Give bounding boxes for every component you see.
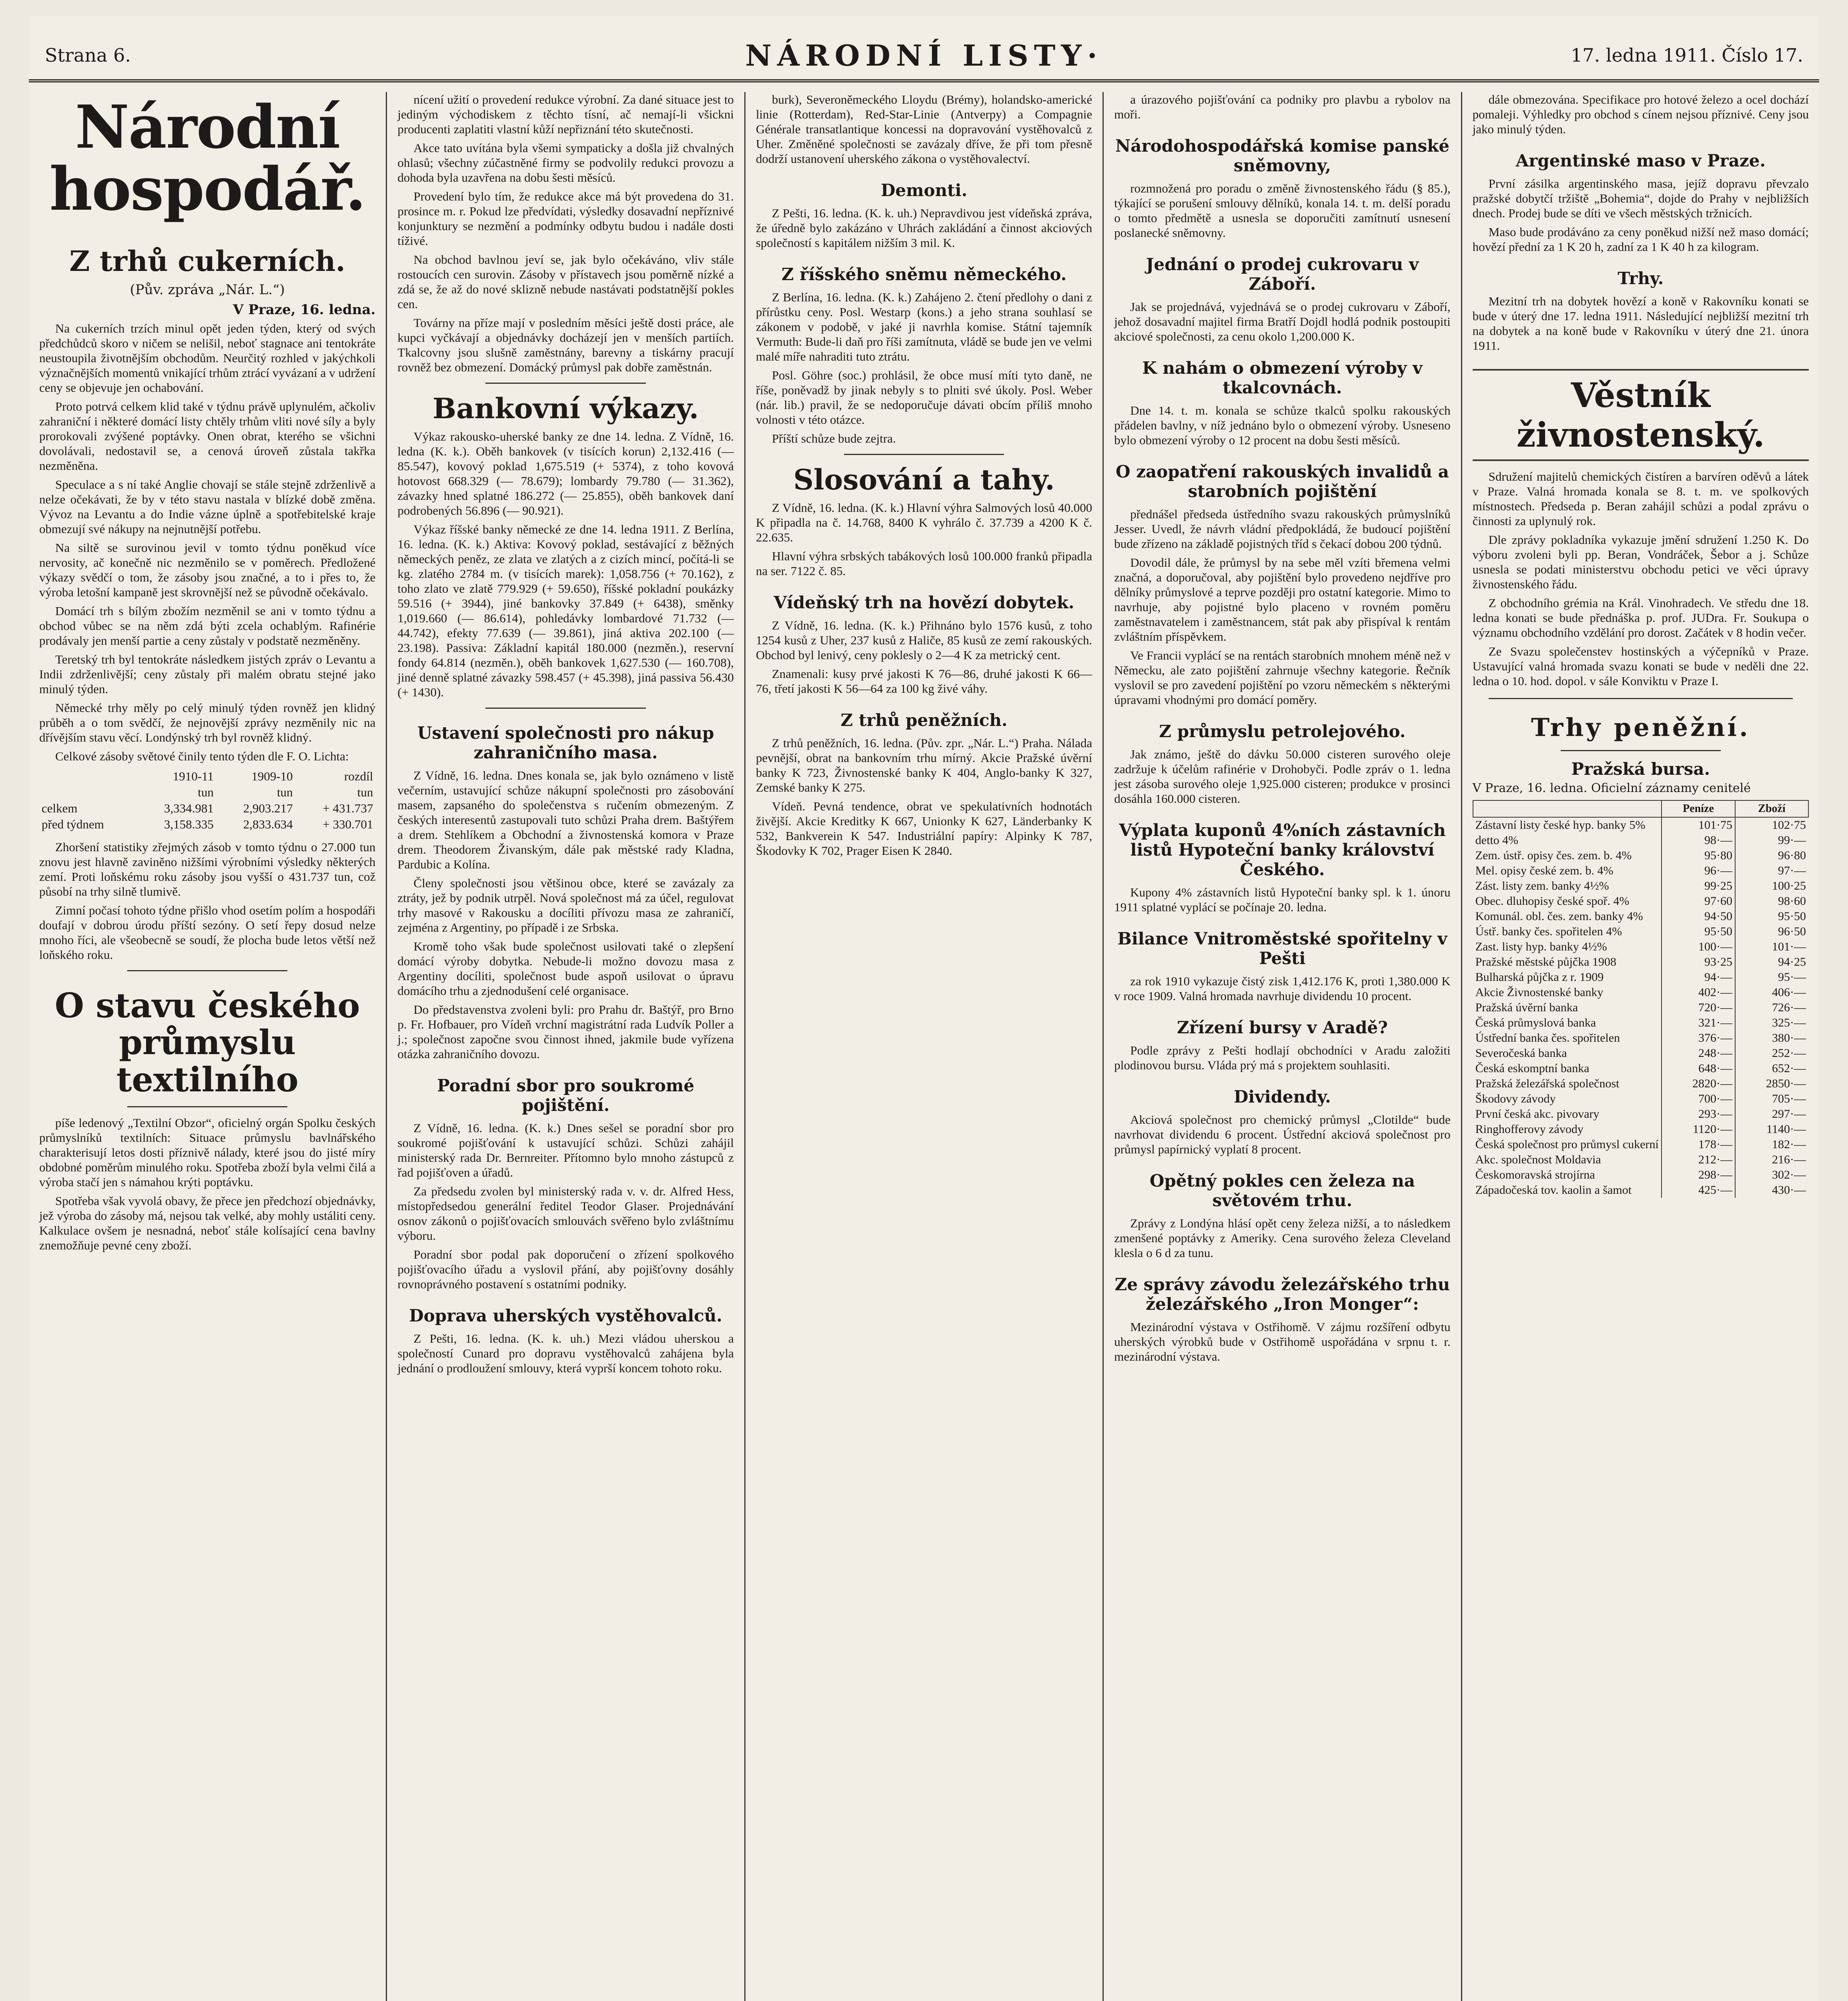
paragraph: Hlavní výhra srbských tabákových losů 100.000 franků připadla na ser. 7122 č. 85.: [756, 549, 1092, 578]
paragraph: Z obchodního grémia na Král. Vinohradech. Ve středu dne 18. ledna konati se bude přednáška p. prof. JUDra. Fr. Soukupa o významu obchodního vzdělání pro dorost. Začátek v 8 hodin večer.: [1472, 596, 1809, 640]
table-cell: 96·80: [1735, 848, 1808, 863]
paragraph: Z Pešti, 16. ledna. (K. k. uh.) Mezi vládou uherskou a společností Cunard pro dopravu vystěhovalců zahájena byla jednání o prodloužení smlouvy, která vyprší koncem tohoto roku.: [397, 1331, 734, 1375]
article-dateline: V Praze, 16. ledna.: [233, 301, 376, 318]
table-cell: Ústřední banka čes. spořitelen: [1475, 1031, 1620, 1045]
paragraph: Z Pešti, 16. ledna. (K. k. uh.) Nepravdivou jest vídeňská zpráva, že úředně bylo zakázáno v Uhrách zakládání a činnost akciových společností s kapitálem nižším 3 mil. K.: [756, 206, 1092, 250]
paragraph: Do představenstva zvoleni byli: pro Prahu dr. Baštýř, pro Brno p. Fr. Hofbauer, pro Vídeň vrchní magistrátní rada Ludvík Poller a j.; společnost započne svou činnost ihned, jakmile bude vyřízena otázka zahraničního dovozu.: [397, 1003, 734, 1061]
table-cell: 406·—: [1735, 985, 1808, 1000]
article-title: Bilance Vnitroměstské spořitelny v Pešti: [1117, 929, 1447, 968]
paragraph: Na obchod bavlnou jeví se, jak bylo očekáváno, vliv stále rostoucích cen surovin. Zásoby v přístavech jsou poměrně nízké a zdá se, že až do nové sklizně nebude nastávati podstatnější pokles cen.: [397, 253, 734, 311]
table-cell: 430·—: [1735, 1183, 1808, 1198]
paragraph: Kromě toho však bude společnost usilovati také o zlepšení domácí výroby dobytka. Nebude-li možno dovozu masa z Argentiny docíliti, společnost bude aspoň usilovat o úpravu domácího trhu a zjednodušení celé organisace.: [397, 939, 734, 998]
table-cell: Česká eskomptní banka: [1475, 1062, 1589, 1075]
table-row: [1473, 1107, 1808, 1122]
article-title: Opětný pokles cen železa na světovém trhu.: [1149, 1171, 1415, 1210]
table-unit: tun: [357, 785, 373, 799]
table-cell: 95·50: [1735, 909, 1808, 924]
paragraph: Speculace a s ní také Anglie chovají se stále stejně zdrženlivě a nelze očekávati, že by v této stavu nastala v blízké době změna. Vývoz na Levantu a do Indie vázne úplně a spotřebitelské kraje obmezují své nákupy na nejnutnější potřebu.: [39, 477, 376, 536]
column-4: [1102, 92, 1461, 2001]
divider: [127, 970, 287, 971]
table-cell: 95·80: [1662, 848, 1735, 863]
column-3: [744, 92, 1102, 2001]
exchange-title: Pražská bursa.: [1571, 759, 1710, 779]
paragraph: Na siltě se surovinou jevil v tomto týdnu poněkud více nervosity, ač konečně nic nezměnilo se v poměrech. Předložené výkazy svědčí o tom, že zásoby jsou značné, a to i přes to, že výroba letošní kampaně jest skrovnější než se původně očekávalo.: [39, 540, 376, 599]
column-5: [1461, 92, 1819, 2001]
table-cell: Akcie Živnostenské banky: [1475, 986, 1603, 999]
paragraph: Zimní počasí tohoto týdne přišlo vhod osetím polím a hospodáři doufají v dobrou úrodu příští sezóny. O setí řepy dosud nelze mnoho říci, ale všeobecně se soudí, že plocha bude letos větší než loňského roku.: [39, 903, 376, 962]
table-row: [1473, 1000, 1808, 1015]
table-cell: 2,833.634: [243, 817, 293, 831]
paragraph: Z trhů peněžních, 16. ledna. (Pův. zpr. „Nár. L.“) Praha. Nálada pevnější, obrat na bankovním trhu mírný. Akcie Pražské úvěrní banky K 723, Živnostenské banky K 404, Anglo-banky K 327, Zemské banky K 275.: [756, 736, 1092, 794]
paragraph: Zprávy z Londýna hlásí opět ceny železa nižší, a to následkem zmenšené poptávky z Ameriky. Cena surového železa Cleveland klesla o 6 d za tunu.: [1114, 1216, 1451, 1260]
paragraph: přednášel předseda ústředního svazu rakouských průmyslníků Jesser. Uvedl, že návrh vládní předpokládá, že budoucí pojištění bude zřízeno na základě pojistných tříd s čekací dobou 200 týdnů.: [1114, 507, 1451, 551]
newspaper-title: NÁRODNÍ LISTY·: [745, 38, 1103, 72]
table-cell: 100·25: [1735, 878, 1808, 894]
paragraph: Výkaz rakousko-uherské banky ze dne 14. ledna. Z Vídně, 16. ledna (K. k.). Oběh bankovek (v tisících korun) 2,132.416 (— 85.547), kovový poklad 1,675.519 (+ 5374), z toho kovová hotovost 668.329 (— 78.679); lombardy 79.780 (— 31.362), závazky hned splatné 186.272 (— 25.855), oběh bankovek daní podrobených 56.896 (— 90.921).: [397, 429, 734, 517]
table-cell: 98·60: [1735, 894, 1808, 909]
table-cell: 99·—: [1735, 833, 1808, 848]
columns: [29, 92, 1819, 2001]
article-title: O stavu českého průmyslu textilního: [54, 985, 360, 1099]
paragraph: Mezinárodní výstava v Ostřihomě. V zájmu rozšíření odbytu uherských výrobků bude v Ostřihomě uspořádána v srpnu t. r. mezinárodní výstava.: [1114, 1320, 1451, 1363]
exchange-dateline: V Praze, 16. ledna. Oficielní záznamy cenitelé: [1472, 781, 1751, 795]
table-row: [1473, 878, 1808, 894]
article-title: Jednání o prodej cukrovaru v Záboří.: [1146, 255, 1419, 294]
table-header: Peníze: [1662, 800, 1735, 817]
table-cell: 402·—: [1662, 985, 1735, 1000]
paragraph: dále obmezována. Specifikace pro hotové železo a ocel dochází pomaleji. Výhledky pro obchod s cínem nejsou příznivé. Ceny jsou jako minulý týden.: [1472, 92, 1809, 136]
table-row: [1473, 985, 1808, 1000]
table-cell: Zástavní listy české hyp. banky 5%: [1475, 818, 1646, 832]
paragraph: Sdružení majitelů chemických čistíren a barvíren oděvů a látek v Praze. Valná hromada konala se 8. t. m. ve spolkových místnostech. Předseda p. Beran zahájil schůzi a podal zprávu o činnosti za uplynulý rok.: [1472, 469, 1809, 528]
table-header: Zboží: [1735, 800, 1808, 817]
paragraph: Na cukerních trzích minul opět jeden týden, který od svých předchůdců skoro v ničem se nelišil, neboť stagnace ani tentokráte neustoupila životnějším obchodům. Neurčitý rozhled v jakýchkoli význačnějších momentů vnikající trhům ztrácí vyvázaní a v udržení ceny se objevuje jen ochabování.: [39, 321, 376, 395]
table-cell: 2,903.217: [243, 801, 293, 815]
table-row: [1473, 909, 1808, 924]
table-unit: [39, 784, 137, 800]
table-cell: 101·75: [1662, 817, 1735, 833]
article-title: Z říšského sněmu německého.: [781, 265, 1067, 284]
paragraph: Německé trhy měly po celý minulý týden rovněž jen klidný průběh a o tom svědčí, že nejnovější zprávy nezměnily nic na dřívějším stavu věcí. Londýnský trh byl rovněž klidný.: [39, 700, 376, 744]
table-cell: 700·—: [1662, 1091, 1735, 1107]
table-row: [1473, 954, 1808, 970]
table-cell: 3,334.981: [164, 801, 214, 815]
paragraph: píše ledenový „Textilní Obzor“, oficielný orgán Spolku českých průmyslníků textilních: Situace průmyslu bavlnářského charakterisují letos dosti příznivě nálady, které jsou do jisté míry obdobné poměrům minulého roku. Spotřeba zboží byla velmi čilá a výroba stačí jen s námahou krýti poptávku.: [39, 1115, 376, 1189]
table-cell: 720·—: [1662, 1000, 1735, 1015]
table-cell: před týdnem: [42, 817, 104, 831]
table-row: [1473, 848, 1808, 863]
table-cell: 652·—: [1735, 1061, 1808, 1076]
article-title: Dividendy.: [1233, 1087, 1331, 1107]
article-title: Doprava uherských vystěhovalců.: [409, 1306, 722, 1325]
table-cell: První česká akc. pivovary: [1475, 1107, 1599, 1121]
table-header: 1909-10: [251, 769, 293, 783]
article-title: Národohospodářská komise panské sněmovny,: [1115, 136, 1449, 175]
paragraph: burk), Severoněmeckého Lloydu (Brémy), holandsko-americké linie (Rotterdam), Red-Star-Linie (Antverpy) a Compagnie Générale transatlantique koncessi na dopravování vystěhovalců z Uher. Změněné společnosti se zavázaly dříve, že při tom přesně dodrží ustanovení uherského zákona o vystěhovalectví.: [756, 92, 1092, 166]
table-cell: celkem: [42, 801, 78, 815]
table-row: [1473, 817, 1808, 833]
table-unit: tun: [198, 785, 214, 799]
column-2: [386, 92, 744, 2001]
table-header: [39, 768, 137, 784]
table-cell: 648·—: [1662, 1061, 1735, 1076]
table-row: [1473, 1091, 1808, 1107]
table-row: [1473, 970, 1808, 985]
table-cell: 94·—: [1662, 970, 1735, 985]
divider: [485, 383, 645, 384]
table-cell: 94·50: [1662, 909, 1735, 924]
table-cell: 425·—: [1662, 1183, 1735, 1198]
table-cell: 94·25: [1735, 954, 1808, 970]
table-row: [39, 816, 375, 832]
table-cell: 2850·—: [1735, 1076, 1808, 1091]
table-cell: 252·—: [1735, 1046, 1808, 1061]
table-cell: Akc. společnost Moldavia: [1475, 1153, 1601, 1166]
table-header: 1910-11: [172, 769, 214, 783]
paragraph: Poradní sbor podal pak doporučení o zřízení spolkového pojišťovacího úřadu a vyslovil přání, aby pojišťovny dosáhly rovnoprávného postavení s ostatními podniky.: [397, 1247, 734, 1291]
divider: [1489, 698, 1793, 699]
article-title: Demonti.: [880, 180, 968, 200]
table-cell: 298·—: [1662, 1167, 1735, 1183]
paragraph: Členy společnosti jsou většinou obce, které se zavázaly za ztráty, jež by podnik utrpěl. Nová společnost má za účel, regulovat trhy masové v Rakousku a docíliti přívozu masa ze zahraničí, zejména z Argentiny, po případě i ze Srbska.: [397, 876, 734, 934]
table-cell: 98·—: [1662, 833, 1735, 848]
paragraph: Mezitní trh na dobytek hovězí a koně v Rakovníku konati se bude v úterý dne 17. ledna 1911. Následující nejbližší mezitní trh na dobytek a na koně bude v Rakovníku v úterý dne 21. února 1911.: [1472, 294, 1809, 353]
table-cell: Ústř. banky čes. spořitelen 4%: [1475, 925, 1622, 938]
article-source: (Pův. zpráva „Nár. L.“): [130, 281, 285, 298]
table-cell: 97·60: [1662, 894, 1735, 909]
table-cell: Škodovy závody: [1475, 1092, 1556, 1105]
article-title: O zaopatření rakouských invalidů a starobních pojištění: [1115, 462, 1449, 501]
article-title: Argentinské maso v Praze.: [1515, 151, 1766, 170]
table-cell: detto 4%: [1475, 834, 1519, 847]
paragraph: Akciová společnost pro chemický průmysl „Clotilde“ bude navrhovat dividendu 6 procent. Ústřední akciová společnost pro průmysl papírnický vyplatí 8 procent.: [1114, 1113, 1451, 1156]
divider: [127, 1106, 287, 1107]
paragraph: Vídeň. Pevná tendence, obrat ve spekulativních hodnotách živější. Akcie Kreditky K 667, Unionky K 627, Länderbanky K 532, Bankverein K 547. Industriální papíry: Alpinky K 787, Škodovky K 702, Prager Eisen K 2840.: [756, 799, 1092, 858]
newspaper-page: [29, 16, 1819, 2001]
paragraph: Ve Francii vyplácí se na rentách starobních mnohem méně než v Německu, ale zato pojištění zahrnuje všechny kategorie. Řečník vyslovil se pro zavedení pojištění po vzoru německém s některými úpravami vhodnými pro domácí poměry.: [1114, 648, 1451, 707]
paragraph: Příští schůze bude zejtra.: [772, 431, 896, 445]
sugar-stock-table: [39, 768, 375, 832]
quotes-table: [1473, 800, 1809, 1198]
paragraph: a úrazového pojišťování ca podniky pro plavbu a rybolov na moři.: [1114, 92, 1451, 121]
article-title: Z trhů peněžních.: [840, 710, 1008, 730]
paragraph: Zhoršení statistiky zřejmých zásob v tomto týdnu o 27.000 tun znovu jest hlavně zaviněno nižšími výrobními výsledky některých zemí. Proti loňskému roku zásoby jsou vyšší o 431.737 tun, což působí na trhy silně tlumivě.: [39, 840, 376, 898]
table-cell: Zast. listy hyp. banky 4½%: [1475, 940, 1607, 953]
table-cell: 376·—: [1662, 1031, 1735, 1046]
article-title: Zřízení bursy v Aradě?: [1177, 1018, 1388, 1037]
table-cell: Pražská železářská společnost: [1475, 1077, 1620, 1090]
table-cell: 95·—: [1735, 970, 1808, 985]
paragraph: Maso bude prodáváno za ceny poněkud nižší než maso domácí; hovězí přední za 1 K 20 h, zadní za 1 K 40 h za kilogram.: [1472, 225, 1809, 254]
table-cell: 95·50: [1662, 924, 1735, 939]
table-row: [1473, 1046, 1808, 1061]
paragraph: Akce tato uvítána byla všemi sympaticky a došla již chvalných ohlasů; všechny zúčastněné firmy se podvolily redukci provozu a dohoda byla uzavřena na dobu šesti měsíců.: [397, 141, 734, 184]
paragraph: Proto potrvá celkem klid také v týdnu právě uplynulém, ačkoliv zahraniční i některé domácí listy chtěly trhům vliti nové síly a byly prorokovali zvýšené poptávky. Onen obrat, kterého se všichni dovolávali, nedostavil se, a cenová úroveň zůstala takřka nezměněna.: [39, 399, 376, 473]
table-cell: Severočeská banka: [1475, 1047, 1567, 1060]
table-cell: 302·—: [1735, 1167, 1808, 1183]
table-cell: Česká společnost pro průmysl cukerní: [1475, 1138, 1659, 1151]
paragraph: Jak známo, ještě do dávku 50.000 cisteren surového oleje zadržuje k účelům rafinérie v Drohobyči. Podle zpráv o 1. ledna jest zásoba surového oleje 1,925.000 cisteren; produkce v prosinci dosáhla 160.000 cisteren.: [1114, 747, 1451, 806]
table-row: [1473, 1061, 1808, 1076]
table-cell: + 431.737: [323, 801, 373, 815]
paragraph: Spotřeba však vyvolá obavy, že přece jen předchozí objednávky, jež výroba do zásoby má, nejsou tak velké, aby mohly ustáliti ceny. Kalkulace ovšem je nesnadná, neboť stále kolísající cena bavlny znemožňuje pevné ceny zboží.: [39, 1193, 376, 1252]
table-row: [1473, 1122, 1808, 1137]
table-cell: 178·—: [1662, 1137, 1735, 1152]
paragraph: Podle zprávy z Pešti hodlají obchodníci v Aradu založiti plodinovou bursu. Vláda prý má s projektem souhlasiti.: [1114, 1043, 1451, 1072]
table-cell: Komunál. obl. čes. zem. banky 4%: [1475, 910, 1643, 923]
table-cell: 293·—: [1662, 1107, 1735, 1122]
table-cell: Ringhofferovy závody: [1475, 1123, 1583, 1136]
table-cell: Mel. opisy české zem. b. 4%: [1475, 864, 1613, 877]
paragraph: Továrny na příze mají v posledním měsíci ještě dosti práce, ale kupci vyčkávají a objednávky docházejí jen v menších partiích. Tkalcovny jsou slušně zaměstnány, barevny a tiskárny pracují rovněž bez obmezení. Domácký průmysl pak dobře zaměstnán.: [397, 316, 734, 374]
paragraph: Jak se projednává, vyjednává se o prodej cukrovaru v Záboří, jehož dosavadní majitel firma Bratří Dojdl hodlá podnik postoupiti akciové společnosti, za cenu okolo 1,200.000 K.: [1114, 300, 1451, 343]
table-row: [1473, 894, 1808, 909]
table-cell: Bulharská půjčka z r. 1909: [1475, 970, 1604, 984]
table-cell: 96·—: [1662, 863, 1735, 878]
paragraph: První zásilka argentinského masa, jejíž dopravu převzalo pražské dobytčí tržiště „Bohemia“, dojde do Prahy v nejbližších dnech. Prodej bude se díti ve všech městských tržnicích.: [1472, 176, 1809, 220]
article-title: Bankovní výkazy.: [433, 392, 699, 425]
divider: [485, 708, 645, 709]
table-cell: 216·—: [1735, 1152, 1808, 1167]
masthead: [29, 31, 1819, 82]
table-cell: Pražská úvěrní banka: [1475, 1001, 1578, 1014]
paragraph: Z Vídně, 16. ledna. Dnes konala se, jak bylo oznámeno v listě večerním, ustavující schůze nákupní společnosti pro zásobování masem, zapsaného do společenstva s ručením obmezeným. Z českých interesentů zastupovali tuto schůzi Praha drem. Baštýřem a drem. Stehlíkem a Obchodní a živnostenská komora v Praze drem. Theodorem Živanským, dále pak městské rady Kladna, Pardubic a Kolína.: [397, 768, 734, 871]
table-row: [1473, 1167, 1808, 1183]
paragraph: Celkové zásoby světové činily tento týden dle F. O. Lichta:: [55, 749, 349, 763]
section-title: Národní hospodář.: [49, 92, 365, 224]
table-cell: 212·—: [1662, 1152, 1735, 1167]
divider: [1561, 750, 1721, 751]
issue-date: 17. ledna 1911. Číslo 17.: [1571, 44, 1803, 66]
table-cell: 182·—: [1735, 1137, 1808, 1152]
table-unit: tun: [277, 785, 293, 799]
article-title: Ustavení společnosti pro nákup zahraničního masa.: [417, 723, 714, 762]
page-number: Strana 6.: [45, 44, 131, 66]
table-row: [1473, 1015, 1808, 1031]
article-title: Trhy.: [1618, 269, 1664, 288]
paragraph: Znamenali: kusy prvé jakosti K 76—86, druhé jakosti K 66—76, třetí jakosti K 56—64 za 100 kg živé váhy.: [756, 667, 1092, 696]
table-row: [39, 800, 375, 816]
table-cell: 101·—: [1735, 939, 1808, 954]
paragraph: Dne 14. t. m. konala se schůze tkalců spolku rakouských přádelen bavlny, v níž jednáno bylo o obmezení výroby. Usneseno bylo obmezení výroby o 12 procent na dobu šesti měsíců.: [1114, 403, 1451, 447]
table-header: rozdíl: [344, 769, 373, 783]
table-row: [1473, 924, 1808, 939]
paragraph: Z Vídně, 16. ledna. (K. k.) Dnes sešel se poradní sbor pro soukromé pojišťování k ustavující schůzi. Schůzi zahájil ministerský rada Dr. Bernreiter. Přítomno bylo mnoho zástupců z řad pojišťoven a úřadů.: [397, 1121, 734, 1179]
table-cell: Zást. listy zem. banky 4½%: [1475, 879, 1609, 892]
table-cell: 96·50: [1735, 924, 1808, 939]
article-title: Z průmyslu petrolejového.: [1159, 722, 1406, 741]
table-row: [1473, 1183, 1808, 1198]
table-cell: + 330.701: [323, 817, 373, 831]
table-row: [1473, 1031, 1808, 1046]
section-title: Trhy peněžní.: [1531, 713, 1750, 742]
table-cell: Česká průmyslová banka: [1475, 1016, 1596, 1029]
table-row: [1473, 1137, 1808, 1152]
table-cell: 93·25: [1662, 954, 1735, 970]
table-cell: Obec. dluhopisy české spoř. 4%: [1475, 894, 1630, 908]
table-cell: 297·—: [1735, 1107, 1808, 1122]
paragraph: Kupony 4% zástavních listů Hypoteční banky spl. k 1. únoru 1911 splatné vyplácí se počínaje 20. ledna.: [1114, 885, 1451, 914]
table-row: [1473, 939, 1808, 954]
table-row: [1473, 1152, 1808, 1167]
paragraph: Dle zprávy pokladníka vykazuje jmění sdružení 1.250 K. Do výboru zvoleni byli pp. Beran, Vondráček, Šebor a j. Schůze usnesla se podati ministerstvu obchodu petici ve věci úpravy živnostenského řádu.: [1472, 533, 1809, 591]
paragraph: Výkaz říšské banky německé ze dne 14. ledna 1911. Z Berlína, 16. ledna. (K. k.) Aktiva: Kovový poklad, sestávající z běžných německých peněz, ze zlata ve zlatých a z cizích mincí, počítá-li se kg. zlatého 2784 m. (v tisících marek): 1,058.756 (+ 70.162), z toho zlato ve zlatě 779.929 (+ 59.650), říšské pokladní poukázky 59.516 (+ 3944), jiné bankovky 37.849 (+ 6438), směnky 1,019.660 (— 86.614), pohledávky lombardové 71.732 (— 44.742), efekty 77.639 (— 39.861), jiná aktiva 202.100 (— 23.198). Passiva: Základní kapitál 180.000 (nezměn.), reservní fondy 64.814 (nezměn.), oběh bankovek 1,627.530 (— 160.708), jiné denně splatné závazky 598.457 (+ 45.398), jiná passiva 56.430 (+ 1430).: [397, 522, 734, 699]
table-cell: 321·—: [1662, 1015, 1735, 1031]
table-cell: 102·75: [1735, 817, 1808, 833]
paragraph: Provedení bylo tím, že redukce akce má být provedena do 31. prosince m. r. Pokud lze předvídati, výsledky dosavadní nepříznivé konjunktury se nezmění a podmínky odbytu budou i nadále dosti tíživé.: [397, 189, 734, 248]
table-cell: Zem. ústř. opisy čes. zem. b. 4%: [1475, 849, 1632, 862]
table-cell: 100·—: [1662, 939, 1735, 954]
table-cell: 2820·—: [1662, 1076, 1735, 1091]
paragraph: Domácí trh s bílým zbožím nezměnil se ani v tomto týdnu a obchod vůbec se na něm zdá býti zcela ochablým. Rafinérie prodávaly jen menší partie a ceny zůstaly v podstatě nezměněny.: [39, 604, 376, 648]
table-cell: 380·—: [1735, 1031, 1808, 1046]
table-row: [1473, 1076, 1808, 1091]
table-cell: Západočeská tov. kaolin a šamot: [1475, 1183, 1632, 1197]
paragraph: Za předsedu zvolen byl ministerský rada v. v. dr. Alfred Hess, místopředsedou generální ředitel Teodor Glaser. Projednávání osnov zákonů o pojišťovacích smlouvách svěřeno bylo zvláštnímu výboru.: [397, 1184, 734, 1243]
section-title: Věstník živnostenský.: [1473, 369, 1809, 461]
table-cell: 3,158.335: [164, 817, 214, 831]
table-cell: 1120·—: [1662, 1122, 1735, 1137]
table-cell: 97·—: [1735, 863, 1808, 878]
paragraph: Teretský trh byl tentokráte následkem jistých zpráv o Levantu a Indii zdrženlivější; ceny zůstaly při malém obratu stejné jako minulý týden.: [39, 652, 376, 696]
table-cell: 726·—: [1735, 1000, 1808, 1015]
paragraph: Posl. Göhre (soc.) prohlásil, že obce musí míti tyto daně, ne říše, poněvadž by jinak nebyly s to plniti své úkoly. Posl. Weber (nár. lib.) pravil, že se nedoporučuje dávati obcím příliš mnoho volnosti v této otázce.: [756, 368, 1092, 427]
table-cell: 99·25: [1662, 878, 1735, 894]
table-cell: Pražské městské půjčka 1908: [1475, 955, 1617, 968]
article-title: Vídeňský trh na hovězí dobytek.: [774, 593, 1074, 612]
table-row: [1473, 863, 1808, 878]
article-title: K nahám o obmezení výroby v tkalcovnách.: [1142, 358, 1423, 397]
table-row: [1473, 833, 1808, 848]
article-title: Slosování a tahy.: [793, 463, 1055, 496]
article-title: Výplata kuponů 4%ních zástavních listů Hypoteční banky království Českého.: [1119, 820, 1446, 879]
divider: [844, 454, 1004, 455]
paragraph: Ze Svazu společenstev hostinských a výčepníků v Praze. Ustavující valná hromada svazu konati se bude v neděli dne 22. ledna o 10. hod. dopol. v sále Konviktu v Praze I.: [1472, 644, 1809, 688]
quotes-body: [1473, 817, 1808, 1198]
article-title: Ze správy závodu železářského trhu železářského „Iron Monger“:: [1114, 1275, 1450, 1314]
table-header: [1473, 800, 1662, 817]
paragraph: Z Berlína, 16. ledna. (K. k.) Zahájeno 2. čtení předlohy o dani z přírůstku ceny. Posl. Westarp (kons.) a jeho strana souhlasí se zákonem v podobě, v jaké ji navrhla komise. Státní tajemník Vermuth: Bude-li daň pro říši zamítnuta, vládě se bude jen ve velmi malé míře nahraditi tuto ztrátu.: [756, 290, 1092, 363]
paragraph: Z Vídně, 16. ledna. (K. k.) Hlavní výhra Salmových losů 40.000 K připadla na č. 14.768, 8400 K vyhrálo č. 37.739 a 4200 K č. 22.635.: [756, 501, 1092, 544]
paragraph: rozmnožená pro poradu o změně živnostenského řádu (§ 85.), týkající se porušení smlouvy dělníků, konala 14. t. m. delší poradu o tomto předmětě a usnesla se doporučiti zamítnutí usnesení poslanecké sněmovny.: [1114, 181, 1451, 240]
paragraph: Dovodil dále, že průmysl by na sebe měl vzíti břemena velmi značná, a doporučoval, aby pojištění bylo provedeno nejdříve pro dělníky průmyslové a teprve později pro ostatní kategorie. Mimo to navrhuje, aby pojistné bylo placeno v rovném poměru zaměstnavatelem i zaměstnancem, stát pak aby přispíval k rentám zvláštním příspěvkem.: [1114, 555, 1451, 644]
table-cell: 705·—: [1735, 1091, 1808, 1107]
column-1: [29, 92, 386, 2001]
article-title: Z trhů cukerních.: [69, 244, 346, 278]
article-title: Poradní sbor pro soukromé pojištění.: [437, 1076, 694, 1115]
table-cell: 325·—: [1735, 1015, 1808, 1031]
paragraph: Z Vídně, 16. ledna. (K. k.) Přihnáno bylo 1576 kusů, z toho 1254 kusů z Uher, 237 kusů z Haliče, 85 kusů ze zemí rakouských. Obchod byl lenivý, ceny poklesly o 2—4 K za metrický cent.: [756, 618, 1092, 662]
paragraph: za rok 1910 vykazuje čistý zisk 1,412.176 K, proti 1,380.000 K v roce 1909. Valná hromada navrhuje dividendu 10 procent.: [1114, 974, 1451, 1003]
table-cell: 248·—: [1662, 1046, 1735, 1061]
table-cell: Českomoravská strojírna: [1475, 1168, 1595, 1181]
paragraph: nícení užití o provedení redukce výrobní. Za dané situace jest to jediným východiskem z těchto tísní, ač nemají-li všickni producenti zaplatiti vlastní kůží nepřiznání této skutečnosti.: [397, 92, 734, 136]
table-cell: 1140·—: [1735, 1122, 1808, 1137]
